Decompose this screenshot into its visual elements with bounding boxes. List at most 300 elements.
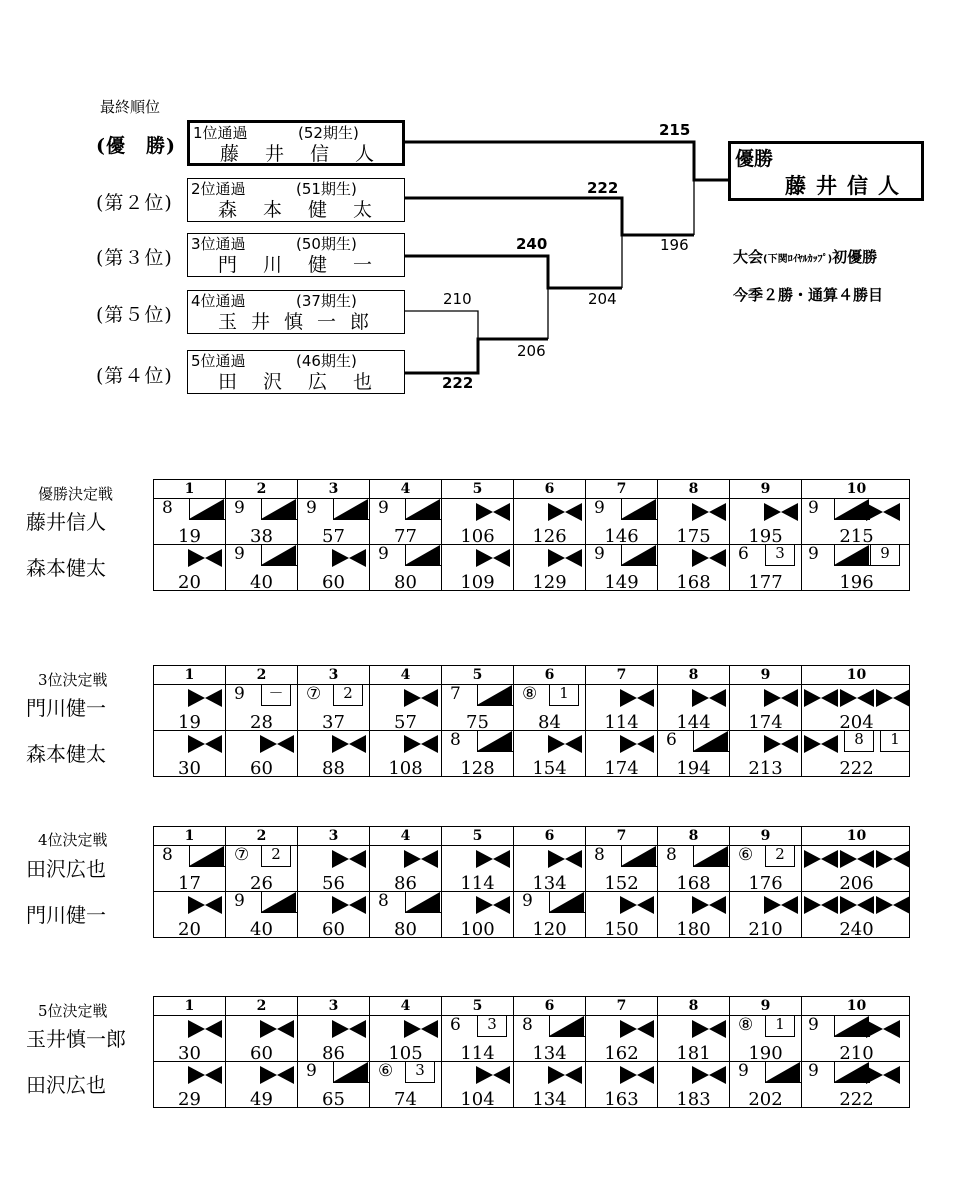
frame-total: 190 <box>748 1043 783 1064</box>
frame-total: 168 <box>676 572 711 593</box>
player-box <box>187 120 405 166</box>
frame-total: 108 <box>388 758 423 779</box>
strike-mark <box>332 849 366 869</box>
frame-total: 210 <box>839 1043 874 1064</box>
generation: (51期生) <box>296 180 357 198</box>
first-ball: ⑧ <box>522 684 538 704</box>
frame-cell <box>658 545 730 591</box>
frame-cell <box>730 1016 802 1062</box>
strike-mark <box>804 895 838 915</box>
frame-cell <box>802 1016 911 1062</box>
strike-mark <box>876 688 910 708</box>
frame-number: 2 <box>226 480 298 498</box>
frame-total: 30 <box>178 1043 201 1064</box>
frame-total: 149 <box>604 572 639 593</box>
frame-cell <box>298 892 370 938</box>
spare-mark <box>549 892 585 913</box>
frame-cell <box>514 846 586 892</box>
frame-total: 49 <box>250 1089 273 1110</box>
strike-mark <box>840 895 874 915</box>
generation: (52期生) <box>298 124 359 142</box>
first-ball: 9 <box>808 1015 819 1035</box>
player-name: 森本健太 <box>218 199 399 221</box>
frame-cell <box>226 685 298 731</box>
bracket-line-final-winner <box>405 142 728 180</box>
frame-total: 100 <box>460 919 495 940</box>
strike-mark <box>476 1065 510 1085</box>
frame-total: 26 <box>250 873 273 894</box>
frame-total: 114 <box>460 873 495 894</box>
strike-mark <box>692 548 726 568</box>
first-ball: 7 <box>450 684 461 704</box>
frame-total: 162 <box>604 1043 639 1064</box>
player-box <box>187 233 405 277</box>
frame-total: 80 <box>394 919 417 940</box>
champion-name: 藤井信人 <box>785 174 909 198</box>
player-name: 森本健太 <box>26 556 106 580</box>
spare-mark <box>834 1016 870 1037</box>
strike-mark <box>476 895 510 915</box>
frame-cell <box>226 731 298 777</box>
spare-mark <box>333 1062 369 1083</box>
frame-total: 40 <box>250 572 273 593</box>
frame-cell <box>730 685 802 731</box>
first-ball: ⑦ <box>234 845 250 865</box>
frame-number: 8 <box>658 480 730 498</box>
strike-mark <box>866 1065 900 1085</box>
frame-cell <box>370 1016 442 1062</box>
frame-number: 6 <box>514 997 586 1015</box>
note-wins: 今季２勝・通算４勝目 <box>733 286 884 304</box>
rank-label: (第５位) <box>96 304 173 326</box>
frame-cell <box>442 685 514 731</box>
strike-mark <box>692 1065 726 1085</box>
first-ball: 8 <box>162 845 173 865</box>
frame-number: 5 <box>442 827 514 845</box>
score-third-winner: 240 <box>516 235 548 253</box>
frame-total: 206 <box>839 873 874 894</box>
spare-mark <box>621 499 657 520</box>
frame-cell <box>298 499 370 545</box>
frame-total: 86 <box>322 1043 345 1064</box>
frame-total: 126 <box>532 526 567 547</box>
frame-total: 17 <box>178 873 201 894</box>
score-sheet <box>153 479 910 591</box>
frame-total: 196 <box>839 572 874 593</box>
spare-mark <box>834 545 870 566</box>
frame-number: 2 <box>226 827 298 845</box>
frame-total: 168 <box>676 873 711 894</box>
strike-mark <box>188 548 222 568</box>
frame-number: 2 <box>226 666 298 684</box>
frame-cell <box>802 892 911 938</box>
strike-mark <box>620 895 654 915</box>
frame-cell <box>442 499 514 545</box>
strike-mark <box>620 734 654 754</box>
frame-total: 146 <box>604 526 639 547</box>
first-ball: 9 <box>234 684 245 704</box>
frame-cell <box>442 892 514 938</box>
strike-mark <box>876 895 910 915</box>
strike-mark <box>866 502 900 522</box>
frame-total: 204 <box>839 712 874 733</box>
pass-rank: 3位通過 <box>191 235 246 253</box>
frame-number: 1 <box>154 666 226 684</box>
generation: (50期生) <box>296 235 357 253</box>
strike-mark <box>188 688 222 708</box>
frame-number: 9 <box>730 666 802 684</box>
frame-cell <box>586 685 658 731</box>
frame-cell <box>802 1062 911 1108</box>
frame-number: 10 <box>846 667 867 683</box>
first-ball: 8 <box>162 498 173 518</box>
spare-mark <box>189 499 225 520</box>
strike-mark <box>876 849 910 869</box>
player-name: 田沢広也 <box>218 371 399 393</box>
frame-cell <box>586 1016 658 1062</box>
strike-mark <box>188 1065 222 1085</box>
rank-label: (第３位) <box>96 247 173 269</box>
frame-number: 3 <box>298 827 370 845</box>
frame-cell <box>586 731 658 777</box>
frame-cell <box>730 499 802 545</box>
first-ball: 8 <box>666 845 677 865</box>
frame-total: 134 <box>532 873 567 894</box>
strike-mark <box>260 734 294 754</box>
strike-mark <box>764 895 798 915</box>
spare-mark <box>693 846 729 867</box>
frame-cell <box>154 685 226 731</box>
frame-cell <box>730 892 802 938</box>
final-standings-label: 最終順位 <box>100 98 161 116</box>
frame-cell <box>658 892 730 938</box>
frame-cell <box>514 545 586 591</box>
frame-number: 4 <box>370 827 442 845</box>
strike-mark <box>332 734 366 754</box>
frame-number: 8 <box>658 997 730 1015</box>
strike-mark <box>404 1019 438 1039</box>
strike-mark <box>692 1019 726 1039</box>
frame-total: 240 <box>839 919 874 940</box>
frame-cell <box>226 846 298 892</box>
score-final-winner: 215 <box>659 121 691 139</box>
first-ball: 9 <box>306 498 317 518</box>
frame-total: 74 <box>394 1089 417 1110</box>
frame-cell <box>226 1016 298 1062</box>
spare-mark <box>261 499 297 520</box>
frame-number: 4 <box>370 997 442 1015</box>
strike-mark <box>840 688 874 708</box>
frame-cell <box>586 846 658 892</box>
frame-cell <box>730 1062 802 1108</box>
first-ball: ⑧ <box>738 1015 754 1035</box>
second-ball-box: 2 <box>261 846 291 867</box>
player-name: 田沢広也 <box>26 857 106 881</box>
frame-cell <box>154 731 226 777</box>
spare-mark <box>477 731 513 752</box>
frame-total: 106 <box>460 526 495 547</box>
frame-number: 2 <box>226 997 298 1015</box>
first-ball: 9 <box>594 544 605 564</box>
frame-total: 202 <box>748 1089 783 1110</box>
frame-total: 30 <box>178 758 201 779</box>
frame-number: 6 <box>514 666 586 684</box>
second-ball-box: 1 <box>765 1016 795 1037</box>
frame-cell <box>802 685 911 731</box>
frame-total: 120 <box>532 919 567 940</box>
frame-cell <box>154 846 226 892</box>
strike-mark <box>764 688 798 708</box>
frame-cell <box>370 846 442 892</box>
spare-mark <box>405 499 441 520</box>
frame-total: 177 <box>748 572 783 593</box>
frame-cell <box>298 731 370 777</box>
frame-cell <box>802 846 911 892</box>
frame-cell <box>586 545 658 591</box>
frame-number: 10 <box>846 828 867 844</box>
frame-total: 28 <box>250 712 273 733</box>
frame-cell <box>586 892 658 938</box>
frame-total: 181 <box>676 1043 711 1064</box>
game-title: 3位決定戦 <box>38 671 108 689</box>
spare-mark <box>834 499 870 520</box>
frame-cell <box>370 1062 442 1108</box>
frame-cell <box>442 846 514 892</box>
frame-number: 9 <box>730 997 802 1015</box>
frame-total: 29 <box>178 1089 201 1110</box>
frame-cell <box>802 499 911 545</box>
frame-cell <box>298 1062 370 1108</box>
score-sheet <box>153 996 910 1108</box>
strike-mark <box>692 688 726 708</box>
spare-mark <box>834 1062 870 1083</box>
frame-number: 1 <box>154 997 226 1015</box>
frame-cell <box>370 731 442 777</box>
spare-mark <box>621 846 657 867</box>
second-ball-box: 3 <box>477 1016 507 1037</box>
frame-number: 1 <box>154 827 226 845</box>
second-ball-box: 2 <box>333 685 363 706</box>
frame-total: 20 <box>178 919 201 940</box>
pass-rank: 5位通過 <box>191 352 246 370</box>
score-sheet <box>153 665 910 777</box>
score-fourth-winner: 222 <box>442 374 474 392</box>
first-ball: 9 <box>306 1061 317 1081</box>
frame-cell <box>586 1062 658 1108</box>
first-ball: 6 <box>738 544 749 564</box>
frame-total: 180 <box>676 919 711 940</box>
strike-mark <box>548 1065 582 1085</box>
bracket-line-3rd-winner <box>405 256 622 288</box>
frame-cell <box>514 685 586 731</box>
frame-cell <box>514 499 586 545</box>
frame-cell <box>658 499 730 545</box>
player-name: 藤井信人 <box>26 510 106 534</box>
first-ball: ⑥ <box>738 845 754 865</box>
frame-total: 175 <box>676 526 711 547</box>
first-ball: ⑥ <box>378 1061 394 1081</box>
frame-cell <box>370 499 442 545</box>
player-name: 門川健一 <box>26 903 106 927</box>
strike-mark <box>404 734 438 754</box>
frame-number: 9 <box>730 827 802 845</box>
game-title: 5位決定戦 <box>38 1002 108 1020</box>
frame-total: 56 <box>322 873 345 894</box>
frame-number: 5 <box>442 997 514 1015</box>
strike-mark <box>804 688 838 708</box>
game-title: 優勝決定戦 <box>38 485 114 503</box>
frame-total: 222 <box>839 758 874 779</box>
first-ball: 9 <box>234 891 245 911</box>
frame-cell <box>226 892 298 938</box>
second-ball-box: 3 <box>765 545 795 566</box>
frame-number: 4 <box>370 480 442 498</box>
pass-rank: 1位通過 <box>193 124 248 142</box>
frame-total: 154 <box>532 758 567 779</box>
first-ball: 9 <box>738 1061 749 1081</box>
frame-total: 75 <box>466 712 489 733</box>
strike-mark <box>476 548 510 568</box>
frame-cell <box>226 545 298 591</box>
first-ball: 8 <box>378 891 389 911</box>
frame-total: 60 <box>250 758 273 779</box>
frame-cell <box>730 846 802 892</box>
note-first-title <box>733 246 877 267</box>
strike-mark <box>548 548 582 568</box>
frame-cell <box>154 1062 226 1108</box>
frame-number: 7 <box>586 666 658 684</box>
frame-cell <box>442 731 514 777</box>
strike-mark <box>332 895 366 915</box>
first-ball: ⑦ <box>306 684 322 704</box>
player-name: 玉井慎一郎 <box>26 1027 126 1051</box>
second-ball-box: 1 <box>880 731 910 752</box>
frame-total: 163 <box>604 1089 639 1110</box>
frame-number: 5 <box>442 666 514 684</box>
champion-box <box>728 141 924 201</box>
frame-total: 150 <box>604 919 639 940</box>
strike-mark <box>692 502 726 522</box>
second-ball-box: － <box>261 685 291 706</box>
frame-total: 19 <box>178 712 201 733</box>
player-box <box>187 290 405 334</box>
frame-number: 10 <box>846 998 867 1014</box>
bracket-line-semi-winner <box>405 198 694 235</box>
spare-mark <box>621 545 657 566</box>
frame-cell <box>154 499 226 545</box>
score-fourth-loser: 210 <box>443 290 472 308</box>
spare-mark <box>765 1062 801 1083</box>
first-ball: 6 <box>666 730 677 750</box>
frame-cell <box>442 1016 514 1062</box>
frame-number: 7 <box>586 827 658 845</box>
note-tournament: (下関ﾛｲﾔﾙｶｯﾌﾟ) <box>763 254 833 265</box>
frame-number: 8 <box>658 827 730 845</box>
spare-mark <box>333 499 369 520</box>
strike-mark <box>620 1019 654 1039</box>
frame-total: 80 <box>394 572 417 593</box>
frame-cell <box>226 499 298 545</box>
frame-total: 57 <box>322 526 345 547</box>
strike-mark <box>620 688 654 708</box>
player-box <box>187 350 405 394</box>
strike-mark <box>620 1065 654 1085</box>
frame-number: 3 <box>298 480 370 498</box>
strike-mark <box>804 734 838 754</box>
frame-total: 105 <box>388 1043 423 1064</box>
first-ball: 8 <box>450 730 461 750</box>
player-name: 田沢広也 <box>26 1073 106 1097</box>
frame-total: 128 <box>460 758 495 779</box>
frame-total: 215 <box>839 526 874 547</box>
frame-total: 38 <box>250 526 273 547</box>
frame-cell <box>226 1062 298 1108</box>
frame-total: 129 <box>532 572 567 593</box>
frame-cell <box>514 1062 586 1108</box>
frame-cell <box>658 846 730 892</box>
frame-cell <box>514 892 586 938</box>
frame-total: 195 <box>748 526 783 547</box>
pass-rank: 2位通過 <box>191 180 246 198</box>
spare-mark <box>405 545 441 566</box>
strike-mark <box>548 849 582 869</box>
strike-mark <box>476 849 510 869</box>
champion-label: 優勝 <box>735 148 774 170</box>
frame-total: 77 <box>394 526 417 547</box>
rank-label: (第２位) <box>96 192 173 214</box>
first-ball: 9 <box>594 498 605 518</box>
strike-mark <box>260 1019 294 1039</box>
frame-cell <box>154 545 226 591</box>
strike-mark <box>476 502 510 522</box>
frame-total: 144 <box>676 712 711 733</box>
spare-mark <box>189 846 225 867</box>
note-text: 初優勝 <box>832 248 878 266</box>
frame-cell <box>802 731 911 777</box>
frame-number: 3 <box>298 666 370 684</box>
frame-cell <box>298 846 370 892</box>
frame-cell <box>514 731 586 777</box>
strike-mark <box>804 849 838 869</box>
frame-number: 8 <box>658 666 730 684</box>
second-ball-box: 1 <box>549 685 579 706</box>
strike-mark <box>188 895 222 915</box>
frame-number: 10 <box>846 481 867 497</box>
frame-total: 19 <box>178 526 201 547</box>
second-ball-box: 2 <box>765 846 795 867</box>
frame-total: 222 <box>839 1089 874 1110</box>
spare-mark <box>477 685 513 706</box>
strike-mark <box>840 849 874 869</box>
strike-mark <box>548 734 582 754</box>
score-sheet <box>153 826 910 938</box>
frame-cell <box>802 545 911 591</box>
first-ball: 9 <box>234 498 245 518</box>
first-ball: 9 <box>378 498 389 518</box>
frame-total: 134 <box>532 1043 567 1064</box>
pass-rank: 4位通過 <box>191 292 246 310</box>
player-name: 森本健太 <box>26 742 106 766</box>
first-ball: 9 <box>808 544 819 564</box>
frame-cell <box>298 545 370 591</box>
game-title: 4位決定戦 <box>38 831 108 849</box>
frame-cell <box>442 1062 514 1108</box>
frame-total: 57 <box>394 712 417 733</box>
second-ball-box: 9 <box>870 545 900 566</box>
score-third-loser: 206 <box>517 342 546 360</box>
strike-mark <box>332 1019 366 1039</box>
spare-mark <box>405 892 441 913</box>
